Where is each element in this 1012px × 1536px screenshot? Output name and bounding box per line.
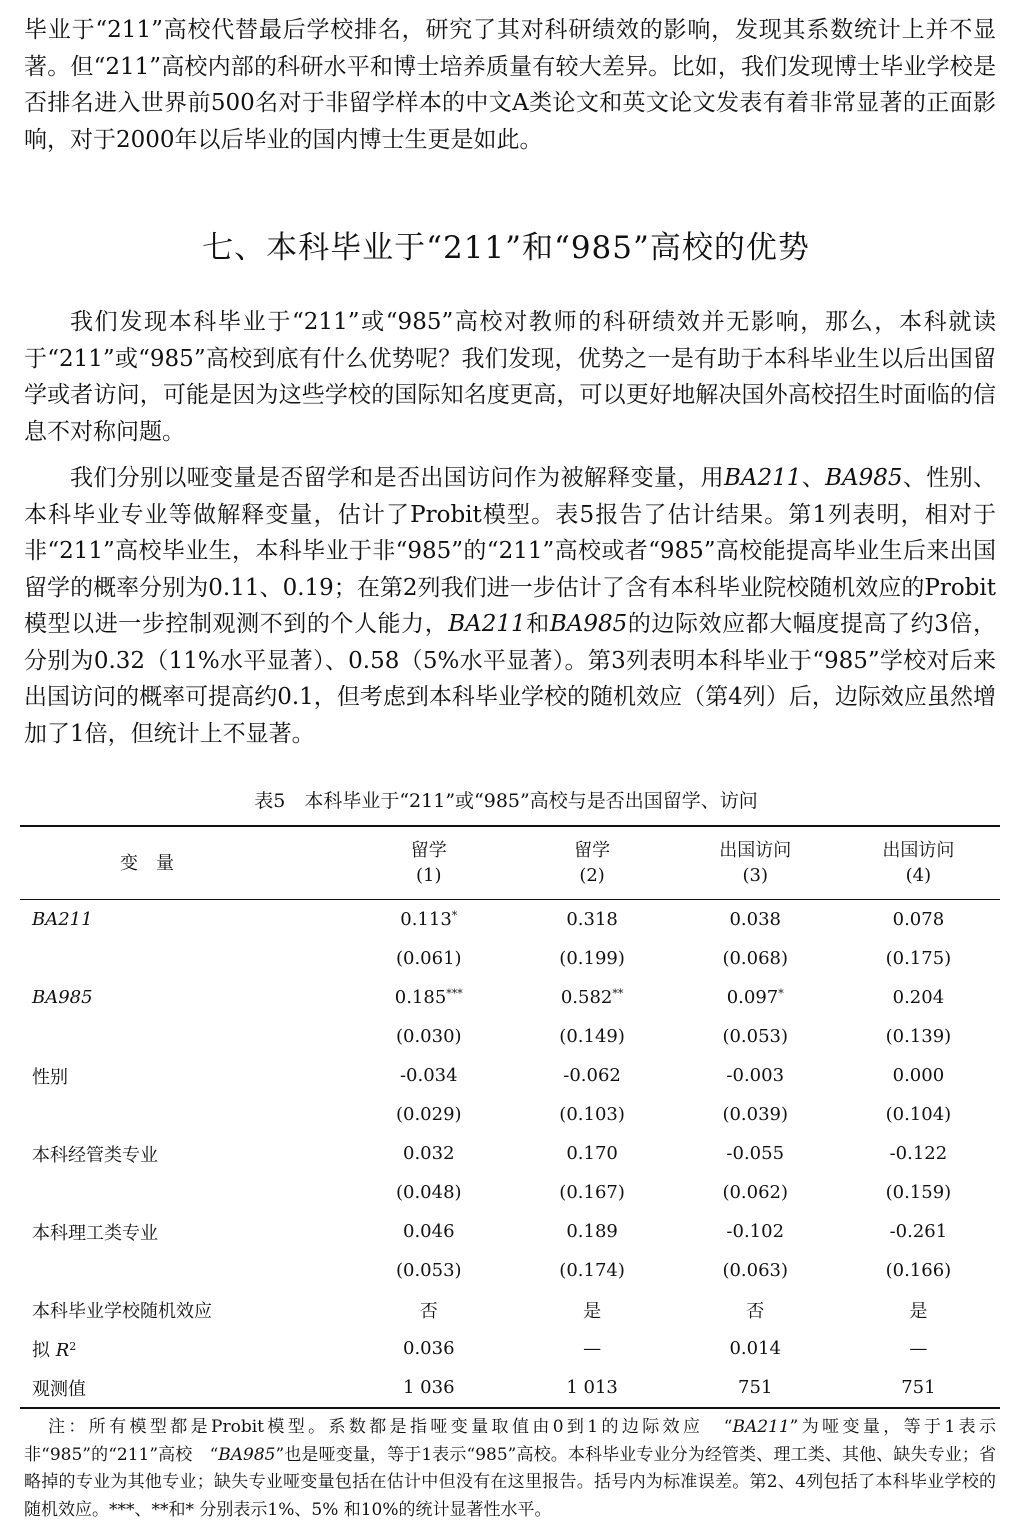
var-ba211-inline: BA211 xyxy=(732,1417,790,1437)
flag-cell: 否 xyxy=(746,1300,765,1322)
stat-cell: — xyxy=(909,1338,928,1359)
table-row-se xyxy=(20,1251,1000,1290)
row-label-business-major: 本科经管类专业 xyxy=(32,1144,158,1166)
header-col-2 xyxy=(511,826,674,900)
pseudo-label: 拟 xyxy=(32,1339,50,1361)
header-col-3 xyxy=(674,826,837,900)
table-note xyxy=(24,1414,996,1524)
paragraph-3-part: 和 xyxy=(525,611,550,637)
coef-value: 0.097 xyxy=(726,987,779,1008)
se-cell: (0.053) xyxy=(722,1026,789,1047)
flag-cell: 是 xyxy=(583,1300,602,1322)
coef-cell xyxy=(347,978,511,1017)
coef-cell: -0.003 xyxy=(726,1065,785,1086)
flag-cell: 是 xyxy=(909,1300,928,1322)
coef-cell: -0.122 xyxy=(889,1143,948,1164)
var-ba211-inline: BA211 xyxy=(724,465,802,491)
header-col-2-name: 留学 xyxy=(574,840,611,861)
note-part: ”也是哑变量，等于1表示“985”高校。本科毕业专业分为经管类、理工类、其他、缺失专业；省略掉的专业为其他专业；缺失专业哑变量包括在估计中但没有在这里报告。括号内为标准误差。第2、4列包括了本科毕业学校的随机效应。***、**和* 分别表示1%、5% 和10%的统计显著性水平。 xyxy=(24,1444,996,1520)
table-row xyxy=(20,1329,1000,1368)
stat-cell: — xyxy=(583,1338,602,1359)
table-row-se xyxy=(20,1095,1000,1134)
stat-cell: 1 013 xyxy=(566,1377,618,1398)
paragraph-2: 我们发现本科毕业于“211”或“985”高校对教师的科研绩效并无影响，那么，本科就读于“211”或“985”高校到底有什么优势呢？我们发现，优势之一是有助于本科毕业生以后出国留学或者访问，可能是因为这些学校的国际知名度更高，可以更好地解决国外高校招生时面临的信息不对称问题。 xyxy=(24,309,996,445)
var-ba985-inline: BA985 xyxy=(825,465,903,491)
coef-cell: -0.102 xyxy=(726,1221,785,1242)
header-col-2-num: (2) xyxy=(579,865,605,886)
se-cell: (0.166) xyxy=(885,1260,952,1281)
significance-stars: * xyxy=(451,909,458,922)
se-cell: (0.062) xyxy=(722,1182,789,1203)
row-label-science-major: 本科理工类专业 xyxy=(32,1222,158,1244)
row-label-random-effect: 本科毕业学校随机效应 xyxy=(32,1300,212,1322)
table-row xyxy=(20,1290,1000,1329)
coef-cell: 0.170 xyxy=(566,1143,618,1164)
se-cell: (0.199) xyxy=(559,948,625,969)
var-ba985-inline: BA985 xyxy=(218,1444,276,1465)
header-col-4 xyxy=(837,826,1000,900)
table-row-se xyxy=(20,1173,1000,1212)
stat-cell: 751 xyxy=(738,1377,773,1398)
paragraph-3-part: 、性别、本科毕业专业等做解释变量，估计了Probit模型。表5报告了估计结果。第1列表明，相对于非“211”高校毕业生，本科毕业于非“985”的“211”高校或者“985”高校能提高毕业生后来出国留学的概率分别为0.11、0.19；在第2列我们进一步估计了含有本科毕业院校随机效应的Probit模型以进一步控制观测不到的个人能力， xyxy=(24,465,997,637)
coef-cell: -0.062 xyxy=(563,1065,621,1086)
significance-stars: * xyxy=(778,987,784,1000)
se-cell: (0.063) xyxy=(722,1260,789,1281)
header-col-1-name: 留学 xyxy=(410,840,447,861)
header-col-3-num: (3) xyxy=(742,865,768,886)
header-variable: 变量 xyxy=(120,852,192,874)
empty-cell xyxy=(20,939,347,978)
coef-value: 0.318 xyxy=(566,909,618,930)
row-label-pseudo-r2 xyxy=(20,1329,347,1368)
header-col-3-name: 出国访问 xyxy=(719,840,792,861)
stat-cell: 0.036 xyxy=(403,1338,455,1359)
coef-cell: -0.055 xyxy=(726,1143,785,1164)
table-row xyxy=(20,1368,1000,1408)
table-row-se xyxy=(20,1017,1000,1056)
se-cell: (0.103) xyxy=(559,1104,625,1125)
coef-cell: 0.189 xyxy=(566,1221,618,1242)
note-part: 注：所有模型都是Probit模型。系数都是指哑变量取值由0到1的边际效应 “ xyxy=(48,1417,733,1437)
se-cell: (0.167) xyxy=(559,1182,625,1203)
coef-cell xyxy=(674,978,837,1017)
row-label-gender: 性别 xyxy=(32,1066,68,1088)
header-col-4-name: 出国访问 xyxy=(882,840,955,861)
table-row-se xyxy=(20,939,1000,978)
coef-value: 0.038 xyxy=(729,909,781,930)
stat-cell: 751 xyxy=(901,1377,936,1398)
coef-value: 0.078 xyxy=(892,909,945,930)
row-label-ba985: BA985 xyxy=(32,987,93,1008)
coef-cell xyxy=(837,900,1000,940)
table-header-row xyxy=(20,826,1000,900)
se-cell: (0.159) xyxy=(885,1182,952,1203)
r-exponent: 2 xyxy=(69,1339,77,1353)
paragraph-3-part: 的边际效应都大幅度提高了约3倍，分别为0.32（11%水平显著）、0.58（5%水平显著）。第3列表明本科毕业于“985”学校对后来出国访问的概率可提高约0.1，但考虑到本科毕业学校的随机效应（第4列）后，边际效应虽然增加了1倍，但统计上不显著。 xyxy=(24,611,997,747)
paragraph-1: 毕业于“211”高校代替最后学校排名，研究了其对科研绩效的影响，发现其系数统计上并不显著。但“211”高校内部的科研水平和博士培养质量有较大差异。比如，我们发现博士毕业学校是否排名进入世界前500名对于非留学样本的中文A类论文和英文论文发表有着非常显著的正面影响，对于2000年以后毕业的国内博士生更是如此。 xyxy=(24,17,996,153)
var-ba211-inline: BA211 xyxy=(448,611,526,637)
coef-cell: -0.034 xyxy=(399,1065,458,1086)
table-row xyxy=(20,1056,1000,1095)
se-cell: (0.149) xyxy=(559,1026,625,1047)
var-ba985-inline: BA985 xyxy=(549,611,628,637)
r-symbol: R xyxy=(55,1339,70,1361)
se-cell: (0.174) xyxy=(559,1260,625,1281)
se-cell: (0.061) xyxy=(395,948,462,969)
coef-cell xyxy=(347,900,511,940)
regression-table xyxy=(20,825,1000,1409)
table-row xyxy=(20,978,1000,1017)
coef-value: 0.113 xyxy=(400,909,452,930)
paragraph-3-part: 我们分别以哑变量是否留学和是否出国访问作为被解释变量，用 xyxy=(70,465,725,491)
flag-cell: 否 xyxy=(419,1300,438,1322)
se-cell: (0.068) xyxy=(722,948,789,969)
table-caption: 表5 本科毕业于“211”或“985”高校与是否出国留学、访问 xyxy=(254,790,758,812)
se-cell: (0.104) xyxy=(885,1104,952,1125)
paragraph-3-part: 、 xyxy=(801,465,826,491)
significance-stars: ** xyxy=(612,987,624,1000)
stat-cell: 1 036 xyxy=(403,1377,455,1398)
se-cell: (0.029) xyxy=(395,1104,462,1125)
coef-cell xyxy=(511,900,674,940)
table-row xyxy=(20,1134,1000,1173)
coef-cell xyxy=(837,978,1000,1017)
se-cell: (0.030) xyxy=(395,1026,462,1047)
table-row xyxy=(20,900,1000,940)
paragraph-3 xyxy=(24,460,996,752)
header-col-1-num: (1) xyxy=(416,865,442,886)
empty-cell xyxy=(20,1173,347,1212)
header-col-1 xyxy=(347,826,511,900)
se-cell: (0.039) xyxy=(722,1104,789,1125)
stat-cell: 0.014 xyxy=(729,1338,781,1359)
empty-cell xyxy=(20,1017,347,1056)
coef-cell: 0.032 xyxy=(403,1143,455,1164)
se-cell: (0.175) xyxy=(885,948,952,969)
significance-stars: *** xyxy=(446,987,463,1000)
coef-cell xyxy=(674,900,837,940)
coef-value: 0.582 xyxy=(560,987,613,1008)
coef-cell: -0.261 xyxy=(889,1221,948,1242)
table-row xyxy=(20,1212,1000,1251)
note-part: ”为哑变量，等于1表示非“985”的“211”高校 “ xyxy=(24,1417,996,1465)
se-cell: (0.048) xyxy=(395,1182,462,1203)
coef-value: 0.185 xyxy=(394,987,447,1008)
row-label-ba211: BA211 xyxy=(32,909,93,930)
se-cell: (0.053) xyxy=(395,1260,462,1281)
coef-value: 0.204 xyxy=(892,987,945,1008)
section-title: 七、本科毕业于“211”和“985”高校的优势 xyxy=(202,230,810,266)
se-cell: (0.139) xyxy=(885,1026,952,1047)
header-col-4-num: (4) xyxy=(905,865,932,886)
empty-cell xyxy=(20,1251,347,1290)
empty-cell xyxy=(20,1095,347,1134)
coef-cell: 0.000 xyxy=(892,1065,945,1086)
row-label-observations: 观测值 xyxy=(32,1378,86,1400)
coef-cell: 0.046 xyxy=(403,1221,455,1242)
coef-cell xyxy=(511,978,674,1017)
